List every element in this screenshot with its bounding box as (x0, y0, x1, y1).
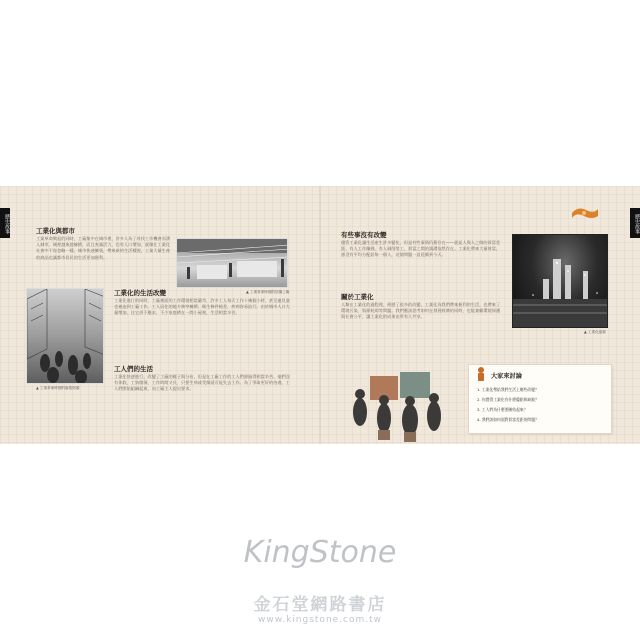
section-text-unchanged: 儘管工業化讓生活產生許多變化，但是有些事情仍舊存在——就是人與人之間的貧富差距。有人工作賺錢，有人剝削勞工，貧富之間的鴻溝依然存在。工業化帶來大量財富，卻沒有平均分配給每一個人，這個問題一直延續到今天。 (341, 240, 501, 258)
discussion-question: 2. 你覺得工業化有什麼優點和缺點？ (477, 397, 539, 402)
discussion-question: 4. 我們該如何面對貧富差距的問題？ (477, 417, 539, 422)
section-text-life-change: 工業化進行的同時，工廠裡面的工作環境相當嚴苛，許多工人每天工作十幾個小時，甚至連兒童也被迫到工廠工作。工人居住的地方狹窄擁擠，衛生條件極差，疾病容易流行。由於城市人口大量增加，住宅供不應求，不少家庭擠在一間小屋裡，生活相當辛苦。 (114, 298, 290, 316)
section-heading-unchanged: 有些事沒有改變 (341, 231, 387, 239)
discussion-question: 3. 工人們為什麼要團結起來？ (477, 407, 528, 412)
london-photo-caption: ▲ 工業革命時期的倫敦街頭 (36, 386, 80, 390)
section-text-about-industrialization: 人類在工業化的過程裡，經歷了很多的改變。工業化為我們帶來便利的生活，也帶來了環境污染、資源耗竭等問題。我們應該思考如何在發展經濟的同時，也能兼顧環境保護與社會公平，讓工業化的成果由所有人共享。 (341, 302, 501, 320)
section-text-workers: 工業化快速進行，改變了工廠的樣子與分布，但是在工廠工作的工人們卻過得相當辛苦。他們沒有休假，工資微薄，工作時間又長，只要生病或受傷就可能失去工作。為了爭取更好的待遇，工人們開始組織起來，向工廠主人提出要求。 (114, 374, 290, 392)
bookmark-ribbon-icon (570, 205, 600, 219)
discussion-icon (475, 366, 487, 382)
section-heading-urban: 工業化與都市 (36, 227, 75, 235)
factory-photo (176, 238, 288, 288)
industrial-photo-caption: ▲ 工業化風貌 (584, 330, 606, 334)
kingstone-logo-watermark (0, 535, 640, 570)
section-heading-life-change: 工業化的生活改變 (114, 289, 166, 297)
discussion-title: 大家來討論 (491, 373, 522, 380)
section-text-urban: 工業革命興起的同時，工廠集中在城市裡，許多人為了尋找工作機會而湧入城市。城裡越來越擁擠，而且充滿活力，也有人口增加，就像在工業化社會中不容忽略一樣。城市快速擴張，帶來新的生活樣貌，工業大量生產的商品也讓都市居民的生活更加便利。 (36, 236, 170, 260)
workers-collage-illustration (348, 368, 458, 444)
discussion-question: 1. 工業化帶給我們生活上哪些改變？ (477, 387, 539, 392)
discussion-note-card (468, 364, 612, 434)
right-side-tab: 歷史故事 (630, 208, 640, 238)
section-heading-about-industrialization: 關於工業化 (341, 293, 374, 301)
industrial-night-photo (512, 234, 608, 328)
kingstone-url-watermark: www.kingstone.com.tw (257, 615, 383, 625)
section-heading-workers: 工人們的生活 (114, 365, 153, 373)
kingstone-logo-text: KingStone (243, 535, 397, 570)
factory-photo-caption: ▲ 工業革命時期的紡織工廠 (246, 290, 290, 294)
kingstone-chinese-watermark: 金石堂網路書店 (253, 595, 387, 615)
page-gutter (319, 186, 321, 444)
left-side-tab: 歷史故事 (0, 208, 10, 238)
london-street-engraving (26, 288, 104, 384)
